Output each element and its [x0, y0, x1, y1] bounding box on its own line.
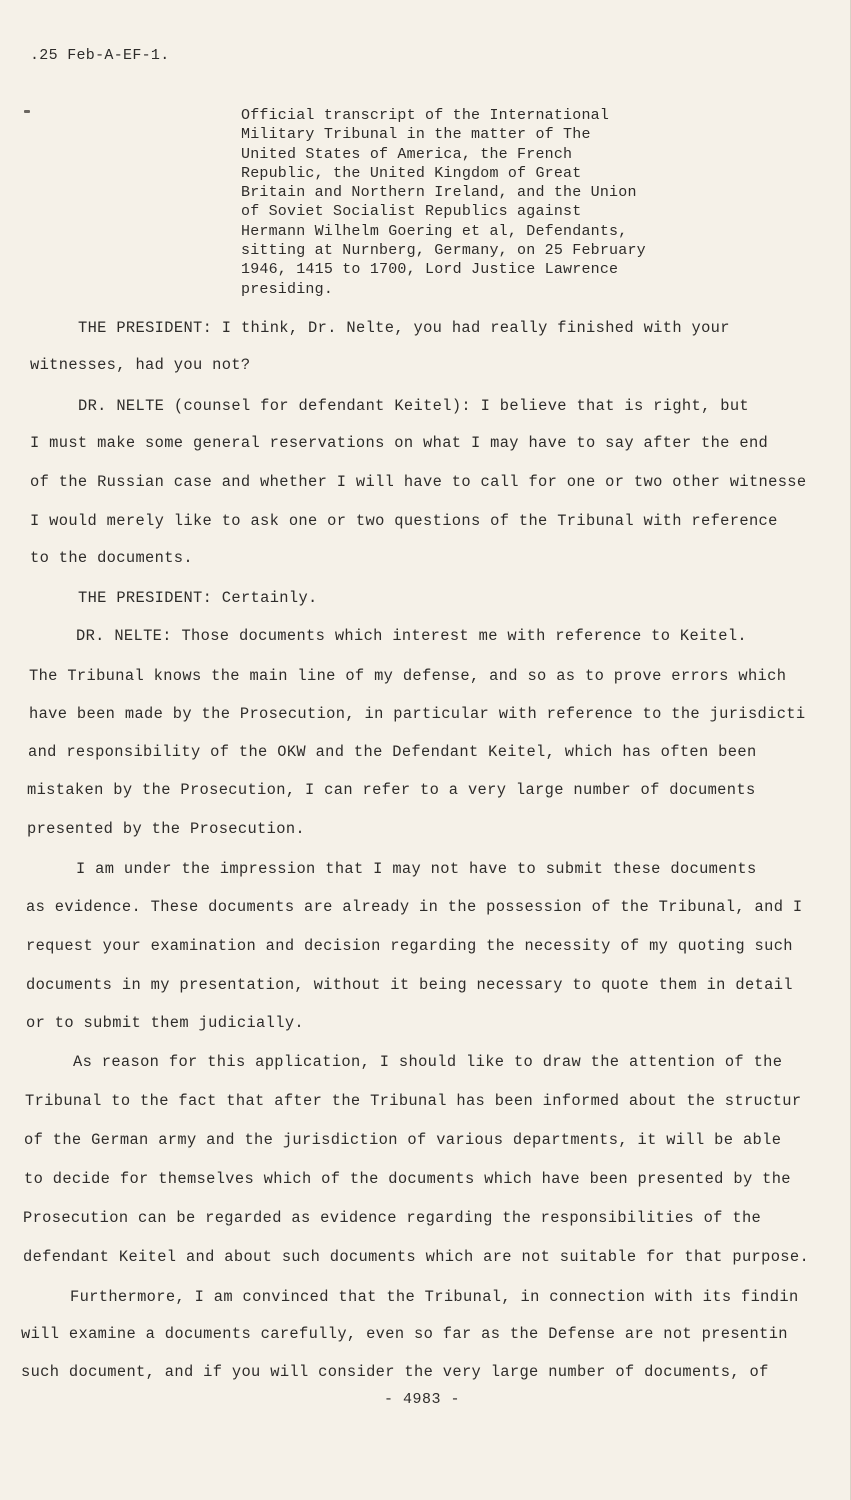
caption-line: Britain and Northern Ireland, and the Union [241, 184, 637, 202]
body-line: mistaken by the Prosecution, I can refer to a very large number of documents [27, 781, 756, 799]
body-line: request your examination and decision regarding the necessity of my quoting such [26, 937, 793, 955]
body-line: such document, and if you will consider the very large number of documents, of [21, 1363, 769, 1381]
caption-line: Hermann Wilhelm Goering et al, Defendants, [241, 222, 628, 240]
body-line: Prosecution can be regarded as evidence regarding the responsibilities of the [23, 1209, 762, 1227]
body-line: DR. NELTE: Those documents which interest me with reference to Keitel. [76, 627, 748, 645]
body-line: The Tribunal knows the main line of my defense, and so as to prove errors which [29, 667, 787, 685]
body-line: DR. NELTE (counsel for defendant Keitel): I believe that is right, but [78, 397, 750, 415]
body-line: have been made by the Prosecution, in particular with reference to the jurisdicti [29, 705, 806, 723]
caption-line: United States of America, the French [241, 145, 573, 163]
document-reference: .25 Feb-A-EF-1. [30, 47, 170, 64]
body-line: Tribunal to the fact that after the Tribunal has been informed about the structur [25, 1092, 802, 1110]
margin-mark [24, 110, 30, 113]
transcript-caption [241, 106, 681, 299]
body-line: as evidence. These documents are already in the possession of the Tribunal, and I [26, 898, 803, 916]
body-line: defendant Keitel and about such documents which are not suitable for that purpose. [23, 1248, 810, 1266]
body-line: THE PRESIDENT: I think, Dr. Nelte, you had really finished with your [78, 319, 730, 337]
body-line: I must make some general reservations on what I may have to say after the end [30, 434, 769, 452]
body-line: of the Russian case and whether I will have to call for one or two other witnesse [30, 473, 807, 491]
page-number: - 4983 - [384, 1391, 461, 1408]
body-line: to decide for themselves which of the documents which have been presented by the [24, 1170, 791, 1188]
body-line: documents in my presentation, without it being necessary to quote them in detail [26, 976, 793, 994]
caption-line: sitting at Nurnberg, Germany, on 25 February [241, 242, 646, 260]
body-line: Furthermore, I am convinced that the Tribunal, in connection with its findin [70, 1288, 799, 1306]
body-line: of the German army and the jurisdiction of various departments, it will be able [24, 1131, 782, 1149]
body-line: will examine a documents carefully, even so far as the Defense are not presentin [21, 1325, 788, 1343]
body-line: THE PRESIDENT: Certainly. [78, 589, 318, 607]
caption-line: presiding. [241, 280, 334, 298]
body-line: presented by the Prosecution. [27, 820, 305, 838]
body-line: As reason for this application, I should like to draw the attention of the [73, 1053, 783, 1071]
caption-line: 1946, 1415 to 1700, Lord Justice Lawrence [241, 261, 619, 279]
body-line: to the documents. [30, 549, 193, 567]
body-line: I would merely like to ask one or two questions of the Tribunal with reference [30, 512, 778, 530]
body-line: and responsibility of the OKW and the Defendant Keitel, which has often been [28, 743, 757, 761]
caption-line: Military Tribunal in the matter of The [241, 126, 591, 144]
caption-line: of Soviet Socialist Republics against [241, 203, 582, 221]
body-line: witnesses, had you not? [30, 356, 251, 374]
body-line: I am under the impression that I may not have to submit these documents [76, 860, 757, 878]
caption-line: Republic, the United Kingdom of Great [241, 164, 582, 182]
caption-line: Official transcript of the International [241, 107, 610, 124]
body-line: or to submit them judicially. [26, 1014, 304, 1032]
